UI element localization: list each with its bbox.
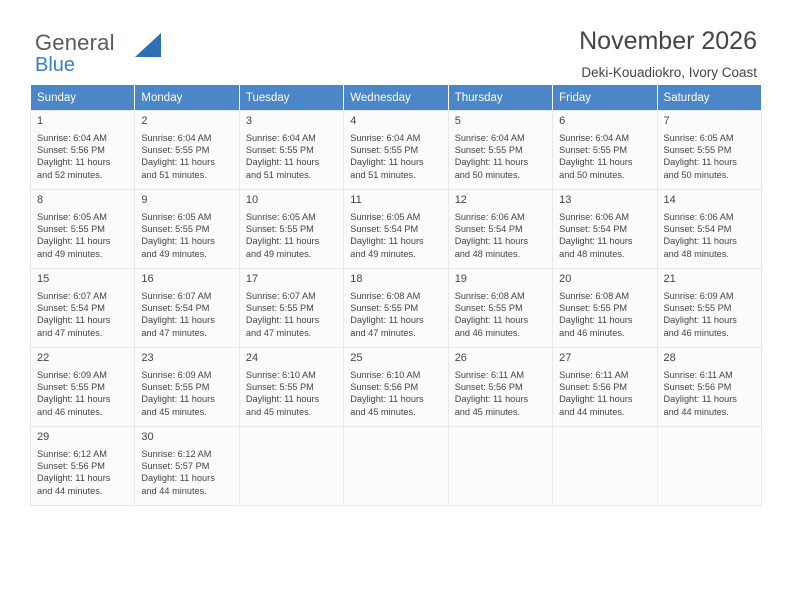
page-header <box>30 0 762 80</box>
day-number: 24 <box>245 352 259 364</box>
day-sunrise-text: Sunrise: 6:04 AM <box>350 133 421 143</box>
calendar-day-cell[interactable] <box>448 190 552 269</box>
day-daylight1-text: Daylight: 11 hours <box>350 157 424 168</box>
calendar-day-content <box>135 348 238 426</box>
day-daylight2-text: and 45 minutes. <box>454 406 521 417</box>
day-daylight1-text: Daylight: 11 hours <box>245 236 320 247</box>
day-sunrise-text: Sunrise: 6:04 AM <box>454 133 525 143</box>
day-number: 3 <box>245 115 252 127</box>
calendar-day-content <box>240 111 343 189</box>
day-daylight2-text: and 50 minutes. <box>559 169 625 180</box>
day-sunset-text: Sunset: 5:55 PM <box>245 145 314 156</box>
day-daylight2-text: and 51 minutes. <box>141 169 207 180</box>
day-daylight1-text: Daylight: 11 hours <box>245 394 320 405</box>
day-sun-info <box>141 132 233 181</box>
calendar-day-content <box>449 269 552 347</box>
calendar-day-content <box>658 269 761 347</box>
day-sunset-text: Sunset: 5:54 PM <box>454 224 523 235</box>
day-sunset-text: Sunset: 5:55 PM <box>245 382 314 393</box>
day-number: 23 <box>141 352 154 364</box>
day-number: 15 <box>37 273 50 285</box>
calendar-day-cell[interactable] <box>553 190 657 269</box>
day-sun-info <box>37 369 129 418</box>
day-daylight2-text: and 46 minutes. <box>454 327 521 338</box>
day-sunrise-text: Sunrise: 6:08 AM <box>454 291 525 301</box>
day-sunset-text: Sunset: 5:54 PM <box>559 224 628 235</box>
calendar-day-content <box>240 269 343 347</box>
calendar-cell-empty <box>448 427 552 506</box>
day-daylight2-text: and 45 minutes. <box>245 406 312 417</box>
day-sunset-text: Sunset: 5:56 PM <box>663 382 732 393</box>
day-daylight1-text: Daylight: 11 hours <box>141 157 215 168</box>
day-daylight1-text: Daylight: 11 hours <box>663 315 737 326</box>
day-daylight1-text: Daylight: 11 hours <box>559 315 633 326</box>
day-sun-info <box>455 211 547 260</box>
day-sunset-text: Sunset: 5:55 PM <box>350 145 419 156</box>
day-daylight1-text: Daylight: 11 hours <box>663 157 737 168</box>
day-daylight2-text: and 46 minutes. <box>663 327 729 338</box>
day-sun-info <box>246 211 338 260</box>
day-sun-info <box>664 369 756 418</box>
day-daylight1-text: Daylight: 11 hours <box>37 157 111 168</box>
day-sun-info <box>246 132 338 181</box>
day-sunrise-text: Sunrise: 6:10 AM <box>245 370 316 380</box>
calendar-day-content <box>31 348 134 426</box>
calendar-cell-empty <box>344 427 448 506</box>
day-sunset-text: Sunset: 5:54 PM <box>663 224 732 235</box>
calendar-day-cell[interactable] <box>239 348 343 427</box>
weekday-header-row <box>31 85 762 111</box>
day-sun-info <box>350 211 442 260</box>
calendar-day-cell[interactable] <box>553 348 657 427</box>
calendar-cell-empty <box>239 427 343 506</box>
day-sun-info <box>455 132 547 181</box>
day-number: 9 <box>141 194 148 206</box>
day-daylight2-text: and 44 minutes. <box>141 485 207 496</box>
day-sun-info <box>350 132 442 181</box>
day-sunset-text: Sunset: 5:55 PM <box>663 145 732 156</box>
calendar-day-content <box>31 269 134 347</box>
day-sunset-text: Sunset: 5:55 PM <box>559 303 628 314</box>
calendar-day-content <box>344 269 447 347</box>
calendar-week-row <box>31 111 762 190</box>
day-daylight2-text: and 44 minutes. <box>559 406 625 417</box>
day-number: 30 <box>141 431 154 443</box>
day-daylight1-text: Daylight: 11 hours <box>141 473 215 484</box>
day-sunset-text: Sunset: 5:55 PM <box>245 224 314 235</box>
calendar-week-row <box>31 348 762 427</box>
day-daylight1-text: Daylight: 11 hours <box>663 236 737 247</box>
day-sun-info <box>141 290 233 339</box>
day-sunrise-text: Sunrise: 6:05 AM <box>37 212 107 222</box>
calendar-day-cell[interactable] <box>31 348 135 427</box>
day-sun-info <box>559 369 651 418</box>
weekday-header-sunday: Sunday <box>31 85 135 111</box>
day-sunset-text: Sunset: 5:54 PM <box>350 224 419 235</box>
day-sun-info <box>455 290 547 339</box>
calendar-week-row <box>31 427 762 506</box>
day-daylight2-text: and 44 minutes. <box>663 406 729 417</box>
day-number: 2 <box>141 115 148 127</box>
triangle-logo-icon <box>135 33 161 57</box>
day-sunset-text: Sunset: 5:54 PM <box>37 303 105 314</box>
day-sun-info <box>559 290 651 339</box>
day-daylight2-text: and 47 minutes. <box>141 327 207 338</box>
day-sunset-text: Sunset: 5:55 PM <box>37 224 105 235</box>
day-daylight1-text: Daylight: 11 hours <box>350 394 424 405</box>
day-sunrise-text: Sunrise: 6:09 AM <box>663 291 734 301</box>
calendar-day-cell[interactable] <box>657 348 761 427</box>
calendar-day-cell[interactable] <box>344 269 448 348</box>
day-daylight2-text: and 50 minutes. <box>454 169 521 180</box>
title-block <box>579 26 757 81</box>
day-sunrise-text: Sunrise: 6:10 AM <box>350 370 421 380</box>
day-daylight1-text: Daylight: 11 hours <box>350 236 424 247</box>
day-daylight2-text: and 45 minutes. <box>141 406 207 417</box>
calendar-day-content <box>553 111 656 189</box>
day-daylight2-text: and 46 minutes. <box>559 327 625 338</box>
calendar-day-content <box>449 190 552 268</box>
day-daylight2-text: and 48 minutes. <box>559 248 625 259</box>
day-sunrise-text: Sunrise: 6:09 AM <box>141 370 212 380</box>
day-number: 18 <box>350 273 363 285</box>
day-number: 21 <box>663 273 676 285</box>
day-daylight1-text: Daylight: 11 hours <box>37 394 111 405</box>
calendar-day-cell[interactable] <box>135 111 239 190</box>
day-daylight1-text: Daylight: 11 hours <box>454 394 529 405</box>
calendar-day-content <box>240 190 343 268</box>
day-sunrise-text: Sunrise: 6:09 AM <box>37 370 107 380</box>
page-title: November 2026 <box>579 27 757 55</box>
day-daylight1-text: Daylight: 11 hours <box>141 315 215 326</box>
day-sun-info <box>559 132 651 181</box>
logo-text-general: General <box>35 30 115 55</box>
day-daylight1-text: Daylight: 11 hours <box>559 394 633 405</box>
day-daylight2-text: and 49 minutes. <box>350 248 416 259</box>
day-sunrise-text: Sunrise: 6:05 AM <box>245 212 316 222</box>
calendar-cell-empty <box>657 427 761 506</box>
day-sunrise-text: Sunrise: 6:12 AM <box>37 449 107 459</box>
calendar-day-cell[interactable] <box>344 190 448 269</box>
calendar-body <box>31 111 762 506</box>
calendar-day-cell[interactable] <box>553 111 657 190</box>
calendar-day-cell[interactable] <box>135 427 239 506</box>
day-daylight1-text: Daylight: 11 hours <box>454 236 529 247</box>
day-number: 27 <box>559 352 572 364</box>
day-daylight1-text: Daylight: 11 hours <box>37 236 111 247</box>
day-daylight1-text: Daylight: 11 hours <box>559 236 633 247</box>
calendar-day-cell[interactable] <box>31 111 135 190</box>
day-number: 6 <box>559 115 566 127</box>
day-number: 25 <box>350 352 363 364</box>
day-daylight1-text: Daylight: 11 hours <box>245 157 320 168</box>
day-number: 1 <box>37 115 44 127</box>
day-sunset-text: Sunset: 5:56 PM <box>37 145 105 156</box>
day-daylight1-text: Daylight: 11 hours <box>454 157 529 168</box>
calendar-day-content <box>135 269 238 347</box>
calendar-day-cell[interactable] <box>553 269 657 348</box>
day-sun-info <box>664 211 756 260</box>
day-sun-info <box>37 448 129 497</box>
calendar-day-cell[interactable] <box>657 269 761 348</box>
weekday-header-tuesday: Tuesday <box>239 85 343 111</box>
day-number: 12 <box>454 194 467 206</box>
day-sunrise-text: Sunrise: 6:05 AM <box>141 212 212 222</box>
day-sunset-text: Sunset: 5:55 PM <box>454 303 523 314</box>
weekday-header-thursday: Thursday <box>448 85 552 111</box>
day-sunset-text: Sunset: 5:54 PM <box>141 303 210 314</box>
day-daylight2-text: and 52 minutes. <box>37 169 103 180</box>
day-daylight1-text: Daylight: 11 hours <box>559 157 633 168</box>
day-daylight2-text: and 44 minutes. <box>37 485 103 496</box>
day-sunrise-text: Sunrise: 6:04 AM <box>37 133 107 143</box>
day-sunrise-text: Sunrise: 6:05 AM <box>350 212 421 222</box>
day-sunset-text: Sunset: 5:55 PM <box>663 303 732 314</box>
day-daylight1-text: Daylight: 11 hours <box>141 394 215 405</box>
day-sunrise-text: Sunrise: 6:06 AM <box>663 212 734 222</box>
calendar-day-cell[interactable] <box>448 269 552 348</box>
logo-text-blue: Blue <box>35 54 76 76</box>
calendar-day-content <box>135 190 238 268</box>
day-sunrise-text: Sunrise: 6:06 AM <box>454 212 525 222</box>
day-sunset-text: Sunset: 5:55 PM <box>454 145 523 156</box>
day-sun-info <box>37 211 129 260</box>
day-sun-info <box>37 290 129 339</box>
day-daylight1-text: Daylight: 11 hours <box>141 236 215 247</box>
day-daylight2-text: and 48 minutes. <box>663 248 729 259</box>
day-number: 11 <box>350 194 362 206</box>
calendar-day-content <box>31 427 134 505</box>
calendar-day-content <box>344 190 447 268</box>
weekday-header-monday: Monday <box>135 85 239 111</box>
day-sunrise-text: Sunrise: 6:07 AM <box>37 291 107 301</box>
day-sun-info <box>455 369 547 418</box>
day-sunrise-text: Sunrise: 6:04 AM <box>245 133 316 143</box>
calendar-day-content <box>553 190 656 268</box>
day-sunrise-text: Sunrise: 6:11 AM <box>559 370 629 380</box>
day-daylight2-text: and 47 minutes. <box>37 327 103 338</box>
calendar-week-row <box>31 269 762 348</box>
day-sunrise-text: Sunrise: 6:11 AM <box>663 370 733 380</box>
day-sunset-text: Sunset: 5:55 PM <box>141 382 210 393</box>
calendar-day-cell[interactable] <box>135 348 239 427</box>
day-sunrise-text: Sunrise: 6:12 AM <box>141 449 212 459</box>
day-number: 8 <box>37 194 44 206</box>
day-daylight2-text: and 51 minutes. <box>350 169 416 180</box>
day-sunrise-text: Sunrise: 6:11 AM <box>454 370 524 380</box>
day-sun-info <box>559 211 651 260</box>
day-sun-info <box>350 369 442 418</box>
calendar-day-content <box>135 427 238 505</box>
calendar-day-cell[interactable] <box>31 427 135 506</box>
calendar-day-cell[interactable] <box>448 348 552 427</box>
day-sun-info <box>141 369 233 418</box>
calendar-day-content <box>31 111 134 189</box>
calendar-day-cell[interactable] <box>239 111 343 190</box>
generalblue-logo[interactable] <box>35 32 215 78</box>
day-number: 14 <box>663 194 676 206</box>
day-daylight1-text: Daylight: 11 hours <box>663 394 737 405</box>
day-sunset-text: Sunset: 5:56 PM <box>559 382 628 393</box>
day-daylight2-text: and 47 minutes. <box>245 327 312 338</box>
day-sunrise-text: Sunrise: 6:04 AM <box>141 133 212 143</box>
day-sunset-text: Sunset: 5:56 PM <box>37 461 105 472</box>
calendar-day-cell[interactable] <box>448 111 552 190</box>
calendar-day-cell[interactable] <box>31 190 135 269</box>
day-daylight1-text: Daylight: 11 hours <box>454 315 529 326</box>
calendar-day-cell[interactable] <box>344 111 448 190</box>
day-sun-info <box>246 290 338 339</box>
day-sun-info <box>246 369 338 418</box>
calendar-day-cell[interactable] <box>239 190 343 269</box>
calendar-week-row <box>31 190 762 269</box>
day-daylight2-text: and 48 minutes. <box>454 248 521 259</box>
day-number: 16 <box>141 273 154 285</box>
calendar-day-content <box>658 348 761 426</box>
day-daylight1-text: Daylight: 11 hours <box>37 315 111 326</box>
calendar-table <box>30 84 762 506</box>
calendar-day-cell[interactable] <box>657 190 761 269</box>
day-daylight1-text: Daylight: 11 hours <box>245 315 320 326</box>
day-sunset-text: Sunset: 5:55 PM <box>350 303 419 314</box>
day-number: 20 <box>559 273 572 285</box>
calendar-day-cell[interactable] <box>239 269 343 348</box>
day-number: 26 <box>454 352 467 364</box>
day-number: 22 <box>37 352 50 364</box>
day-sun-info <box>664 290 756 339</box>
day-daylight2-text: and 46 minutes. <box>37 406 103 417</box>
calendar-day-content <box>344 111 447 189</box>
day-daylight1-text: Daylight: 11 hours <box>350 315 424 326</box>
day-daylight2-text: and 49 minutes. <box>37 248 103 259</box>
day-daylight2-text: and 50 minutes. <box>663 169 729 180</box>
calendar-day-content <box>344 348 447 426</box>
calendar-day-cell[interactable] <box>31 269 135 348</box>
day-sunset-text: Sunset: 5:56 PM <box>454 382 523 393</box>
day-sunrise-text: Sunrise: 6:06 AM <box>559 212 630 222</box>
day-sunset-text: Sunset: 5:55 PM <box>141 145 210 156</box>
day-sunrise-text: Sunrise: 6:05 AM <box>663 133 734 143</box>
calendar-day-content <box>449 111 552 189</box>
day-sunset-text: Sunset: 5:55 PM <box>37 382 105 393</box>
day-number: 7 <box>663 115 670 127</box>
day-sunset-text: Sunset: 5:55 PM <box>245 303 314 314</box>
day-number: 13 <box>559 194 572 206</box>
weekday-header-wednesday: Wednesday <box>344 85 448 111</box>
day-sunrise-text: Sunrise: 6:08 AM <box>350 291 421 301</box>
weekday-header-saturday: Saturday <box>657 85 761 111</box>
day-sun-info <box>37 132 129 181</box>
day-sunset-text: Sunset: 5:55 PM <box>559 145 628 156</box>
day-sun-info <box>664 132 756 181</box>
calendar-cell-empty <box>553 427 657 506</box>
calendar-day-cell[interactable] <box>135 269 239 348</box>
calendar-day-content <box>553 269 656 347</box>
calendar-day-cell[interactable] <box>657 111 761 190</box>
location-subtitle: Deki-Kouadiokro, Ivory Coast <box>581 65 757 80</box>
day-daylight2-text: and 45 minutes. <box>350 406 416 417</box>
day-sunrise-text: Sunrise: 6:08 AM <box>559 291 630 301</box>
calendar-day-content <box>449 348 552 426</box>
day-daylight2-text: and 49 minutes. <box>141 248 207 259</box>
day-sunset-text: Sunset: 5:55 PM <box>141 224 210 235</box>
day-number: 5 <box>454 115 461 127</box>
day-sunrise-text: Sunrise: 6:04 AM <box>559 133 630 143</box>
day-number: 19 <box>454 273 467 285</box>
day-number: 29 <box>37 431 50 443</box>
calendar-day-content <box>135 111 238 189</box>
day-daylight2-text: and 49 minutes. <box>245 248 312 259</box>
day-sun-info <box>141 448 233 497</box>
day-sunrise-text: Sunrise: 6:07 AM <box>245 291 316 301</box>
day-number: 17 <box>245 273 259 285</box>
calendar-day-cell[interactable] <box>135 190 239 269</box>
day-sunrise-text: Sunrise: 6:07 AM <box>141 291 212 301</box>
day-daylight1-text: Daylight: 11 hours <box>37 473 111 484</box>
calendar-day-content <box>31 190 134 268</box>
day-number: 10 <box>245 194 259 206</box>
calendar-day-content <box>240 348 343 426</box>
calendar-day-content <box>658 111 761 189</box>
day-sun-info <box>141 211 233 260</box>
day-number: 28 <box>663 352 676 364</box>
calendar-day-content <box>658 190 761 268</box>
day-daylight2-text: and 47 minutes. <box>350 327 416 338</box>
calendar-day-content <box>553 348 656 426</box>
day-sunset-text: Sunset: 5:57 PM <box>141 461 210 472</box>
calendar-day-cell[interactable] <box>344 348 448 427</box>
day-daylight2-text: and 51 minutes. <box>245 169 312 180</box>
weekday-header-friday: Friday <box>553 85 657 111</box>
day-sun-info <box>350 290 442 339</box>
day-number: 4 <box>350 115 357 127</box>
day-sunset-text: Sunset: 5:56 PM <box>350 382 419 393</box>
